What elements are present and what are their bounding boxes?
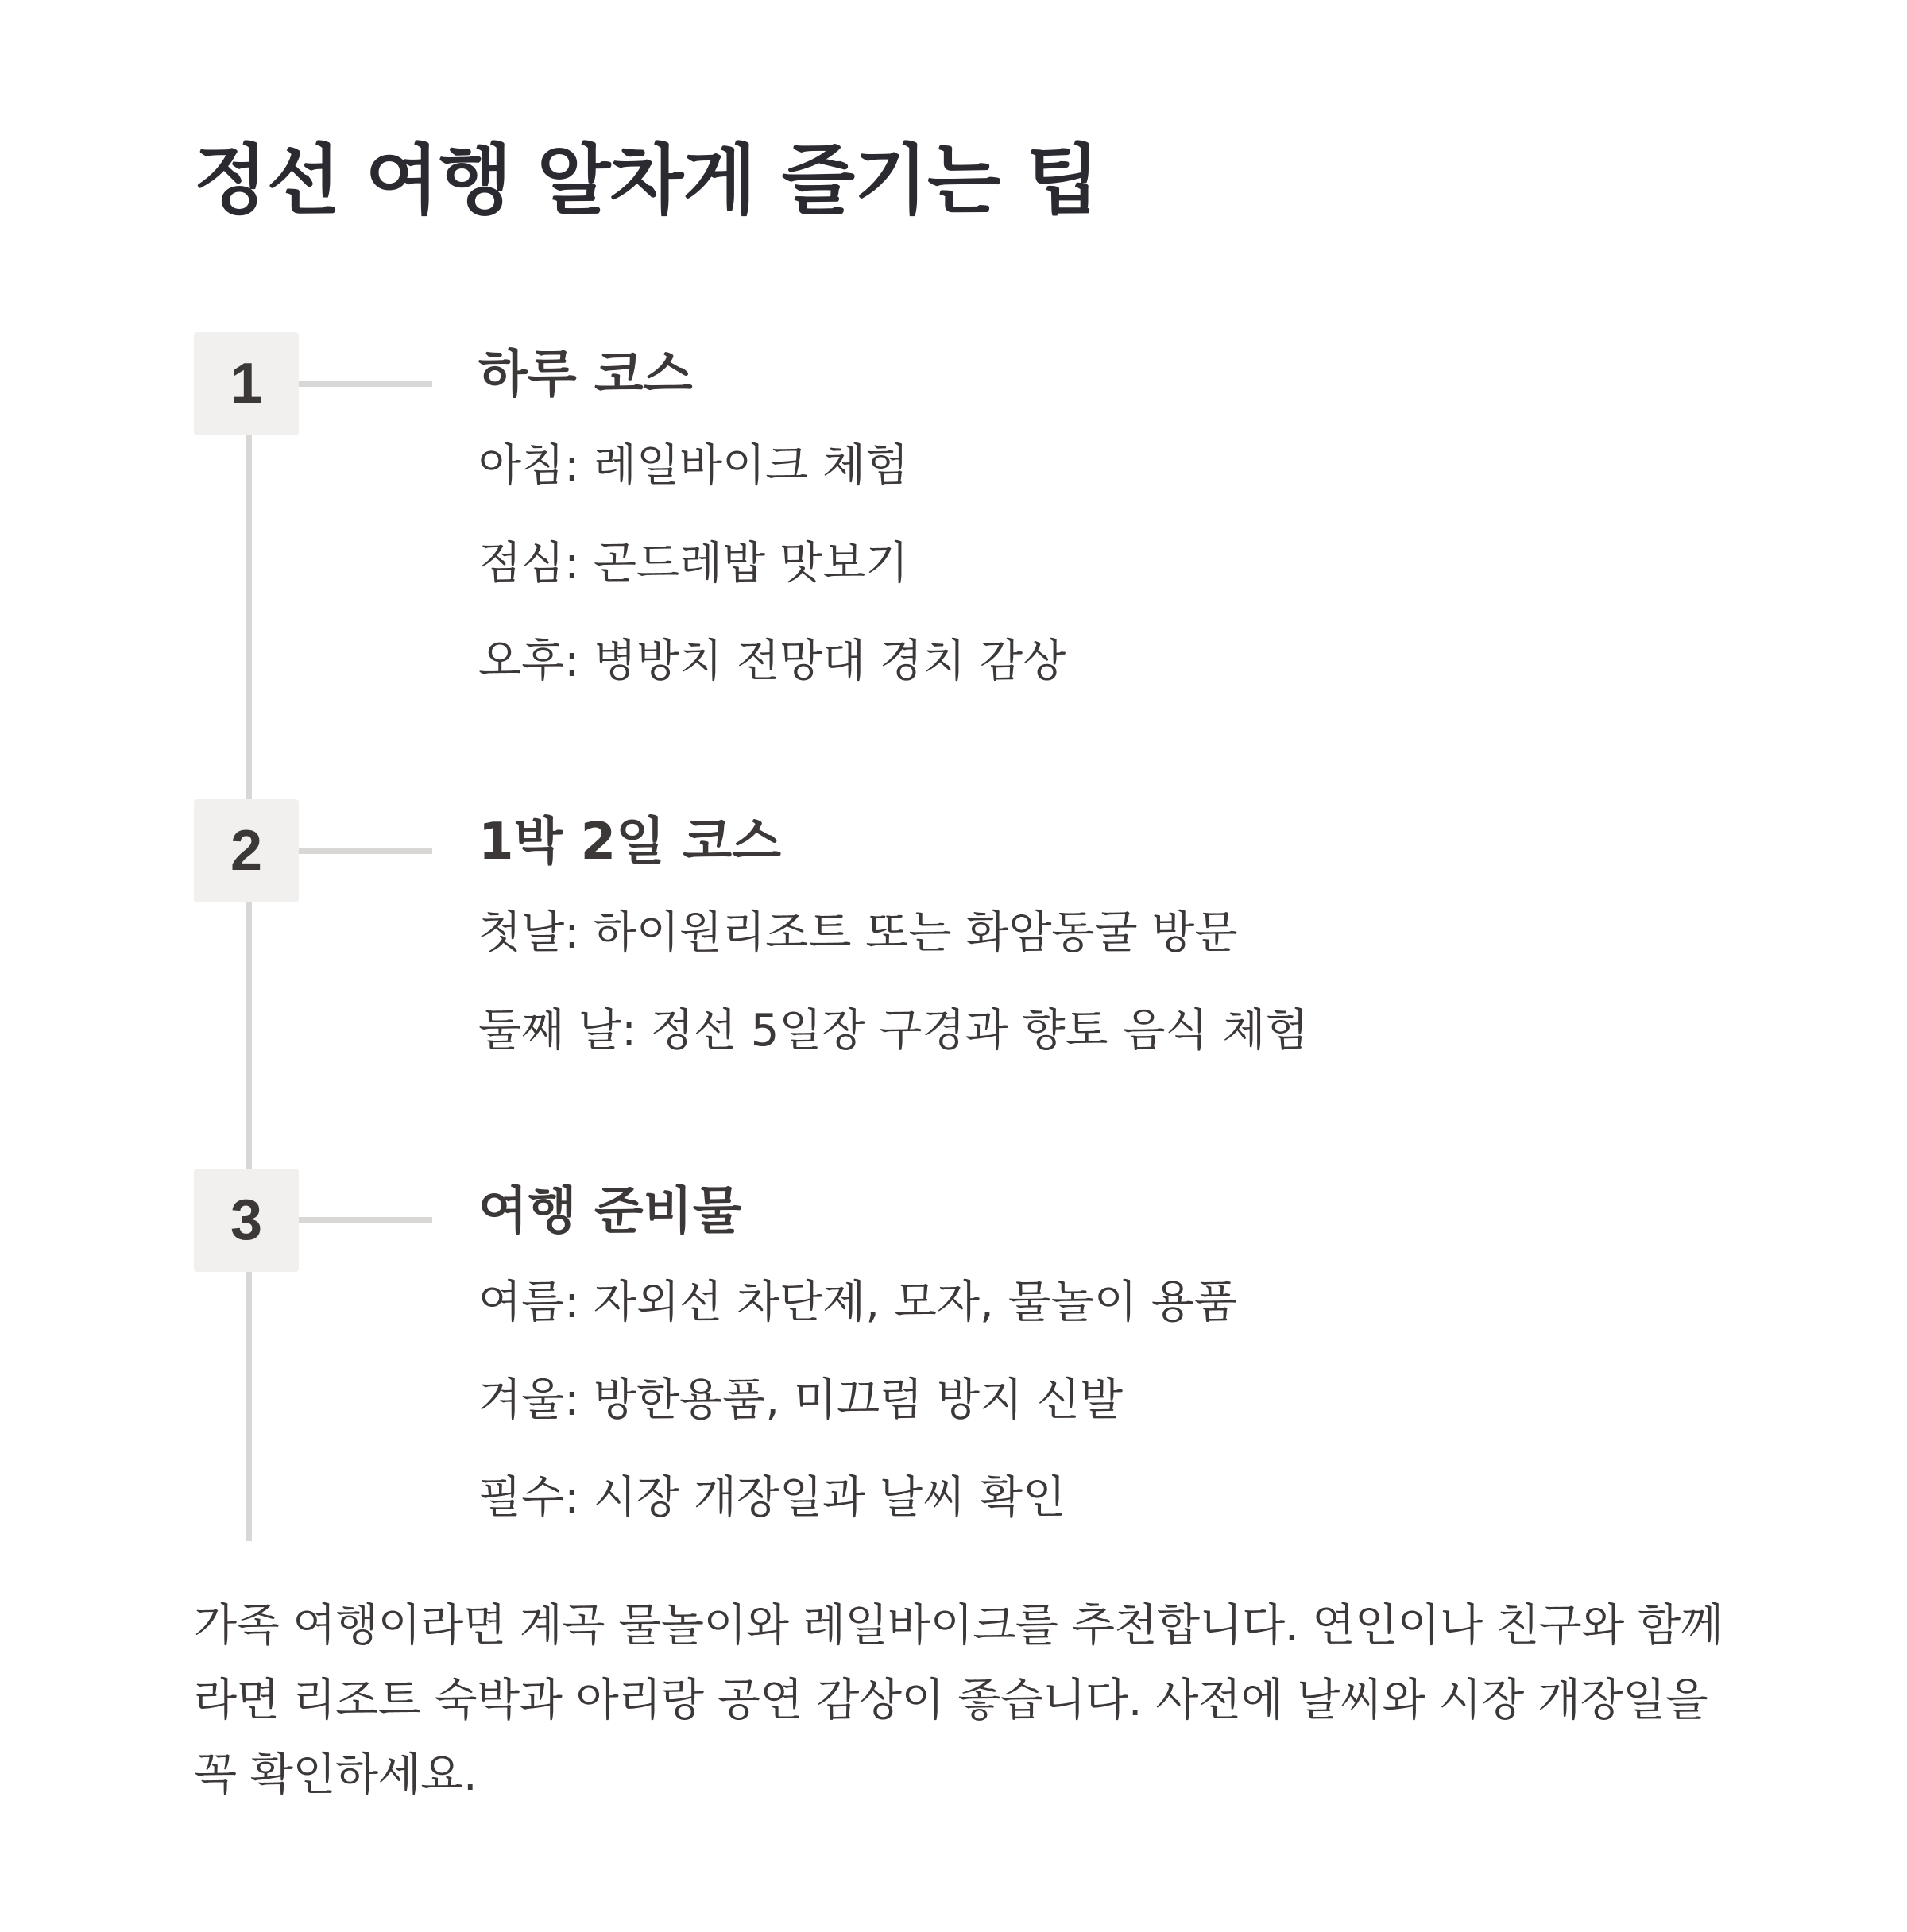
timeline-line: [246, 373, 252, 1541]
step-item: 아침: 레일바이크 체험: [478, 440, 909, 492]
step-title: 여행 준비물: [478, 1182, 742, 1241]
step-item: 점심: 곤드레밥 맛보기: [478, 538, 909, 589]
step-connector: [299, 848, 432, 854]
step-item: 둘째 날: 정선 5일장 구경과 향토 음식 체험: [478, 1005, 1309, 1057]
step-item: 필수: 시장 개장일과 날씨 확인: [478, 1472, 1066, 1524]
step-item: 오후: 병방치 전망대 경치 감상: [478, 636, 1066, 687]
step-connector: [299, 1217, 432, 1223]
step-number-badge: 3: [194, 1169, 299, 1272]
step-connector: [299, 381, 432, 387]
summary-paragraph: 가족 여행이라면 계곡 물놀이와 레일바이크를 추천합니다. 연인이나 친구와 함께라면 리조트 숙박과 아리랑 공연 감상이 좋습니다. 사전에 날씨와 시장 개장일을 꼭 확인하세요.: [194, 1600, 1723, 1801]
step-item: 여름: 자외선 차단제, 모자, 물놀이 용품: [478, 1277, 1237, 1328]
step-title: 하루 코스: [478, 346, 693, 404]
step-number-badge: 2: [194, 799, 299, 902]
step-item: 첫날: 하이원리조트 또는 화암동굴 방문: [478, 907, 1238, 959]
step-number-badge: 1: [194, 332, 299, 435]
step-title: 1박 2일 코스: [478, 813, 781, 871]
step-item: 겨울: 방한용품, 미끄럼 방지 신발: [478, 1374, 1124, 1426]
page-title: 정선 여행 알차게 즐기는 팁: [194, 136, 1099, 225]
